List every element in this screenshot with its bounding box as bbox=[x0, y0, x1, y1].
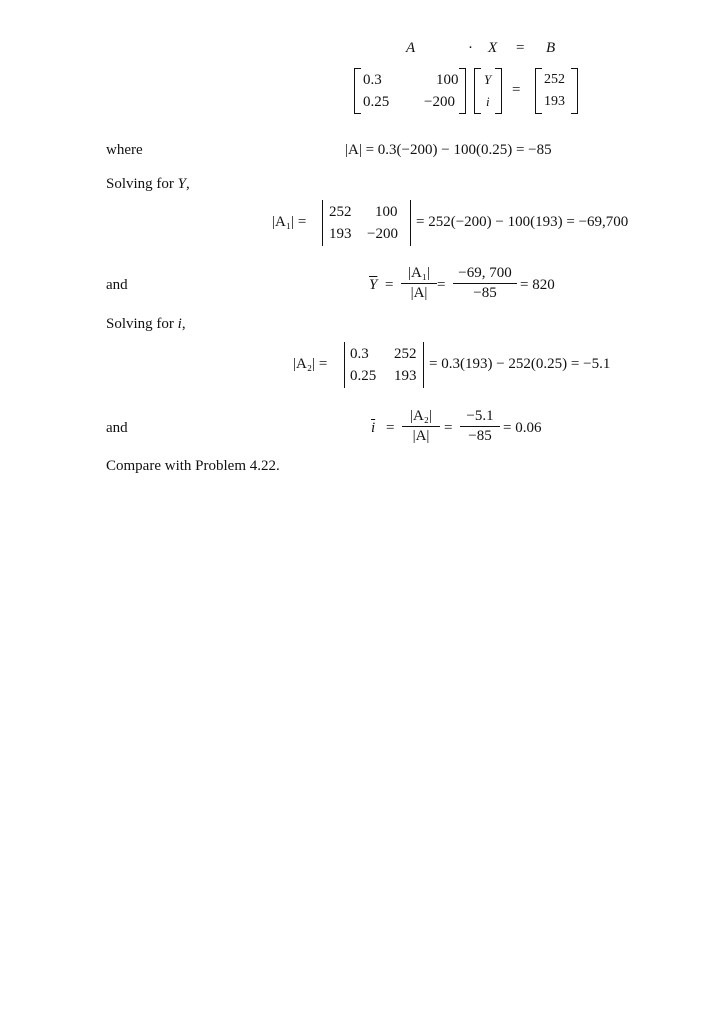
compare-note: Compare with Problem 4.22. bbox=[106, 458, 280, 474]
i-bar-symbol: $\overline{i}$ bbox=[371, 420, 376, 436]
vector-b-cell: 252 bbox=[544, 72, 565, 87]
fraction-a2-over-a bbox=[402, 408, 440, 445]
det-a1-label: |A₁| = bbox=[272, 214, 307, 230]
fraction-value bbox=[453, 265, 517, 302]
vector-x-cell: Y bbox=[484, 72, 492, 87]
det-bar-left bbox=[322, 200, 323, 246]
det-cell: 252 bbox=[394, 346, 417, 362]
matrix-a-cell: −200 bbox=[424, 94, 455, 110]
det-bar-left bbox=[344, 342, 345, 388]
i-bar-equals: = bbox=[386, 420, 395, 436]
fraction-denominator: −85 bbox=[473, 285, 497, 301]
bracket-right bbox=[459, 68, 466, 114]
matrix-a-cell: 0.3 bbox=[363, 72, 382, 88]
y-bar-equals-2: = bbox=[437, 277, 446, 293]
header-equals: = bbox=[516, 40, 525, 56]
det-cell: 193 bbox=[329, 226, 352, 242]
heading-comma: , bbox=[181, 316, 186, 332]
det-cell: 252 bbox=[329, 204, 352, 220]
bracket-left bbox=[474, 68, 481, 114]
det-cell: 100 bbox=[375, 204, 398, 220]
dot-operator: · bbox=[468, 40, 473, 56]
fraction-bar bbox=[460, 426, 500, 427]
bracket-left bbox=[535, 68, 542, 114]
heading-text: Solving for bbox=[106, 176, 178, 192]
vector-b-cell: 193 bbox=[544, 94, 565, 109]
det-cell: 0.25 bbox=[350, 368, 377, 384]
det-a-expression: |A| = 0.3(−200) − 100(0.25) = −85 bbox=[345, 142, 552, 158]
i-bar-equals-2: = bbox=[444, 420, 453, 436]
solving-y-heading bbox=[106, 176, 190, 193]
matrix-a-label: A bbox=[406, 40, 416, 56]
matrix-a-cell: 100 bbox=[436, 72, 459, 88]
y-bar-symbol: $\overline{Y}$ bbox=[369, 277, 378, 293]
fraction-bar bbox=[453, 283, 517, 284]
fraction-numerator: |A₂| bbox=[409, 408, 433, 424]
det-bar-right bbox=[410, 200, 411, 246]
fraction-numerator: −5.1 bbox=[466, 408, 494, 424]
heading-var: Y bbox=[177, 176, 187, 192]
det-cell: 193 bbox=[394, 368, 417, 384]
vector-x-cell: i bbox=[486, 94, 490, 109]
fraction-numerator: −69, 700 bbox=[458, 265, 512, 281]
det-a1-result: = 252(−200) − 100(193) = −69,700 bbox=[416, 214, 629, 230]
matrix-b-label: B bbox=[546, 40, 556, 56]
fraction-denominator: −85 bbox=[468, 428, 492, 444]
y-bar-equals: = bbox=[385, 277, 394, 293]
matrix-equals: = bbox=[512, 82, 521, 98]
det-bar-right bbox=[423, 342, 424, 388]
fraction-bar bbox=[402, 426, 440, 427]
fraction-a1-over-a bbox=[401, 265, 437, 302]
heading-text: Solving for bbox=[106, 316, 178, 332]
det-cell: −200 bbox=[367, 226, 398, 242]
bracket-right bbox=[495, 68, 502, 114]
fraction-numerator: |A₁| bbox=[407, 265, 431, 281]
det-a2-label: |A₂| = bbox=[293, 356, 328, 372]
i-bar-result: = 0.06 bbox=[503, 420, 542, 436]
y-bar-result: = 820 bbox=[520, 277, 555, 293]
and-label: and bbox=[106, 420, 128, 436]
heading-comma: , bbox=[186, 176, 190, 192]
matrix-a-cell: 0.25 bbox=[363, 94, 390, 110]
fraction-denominator: |A| bbox=[412, 428, 430, 444]
matrix-x-label: X bbox=[488, 40, 498, 56]
solving-i-heading bbox=[106, 316, 186, 333]
heading-var: i bbox=[177, 316, 182, 332]
fraction-bar bbox=[401, 283, 437, 284]
where-label: where bbox=[106, 142, 143, 158]
and-label: and bbox=[106, 277, 128, 293]
det-cell: 0.3 bbox=[350, 346, 369, 362]
det-a2-result: = 0.3(193) − 252(0.25) = −5.1 bbox=[429, 356, 611, 372]
bracket-right bbox=[571, 68, 578, 114]
fraction-denominator: |A| bbox=[410, 285, 428, 301]
bracket-left bbox=[354, 68, 361, 114]
fraction-value bbox=[460, 408, 500, 445]
